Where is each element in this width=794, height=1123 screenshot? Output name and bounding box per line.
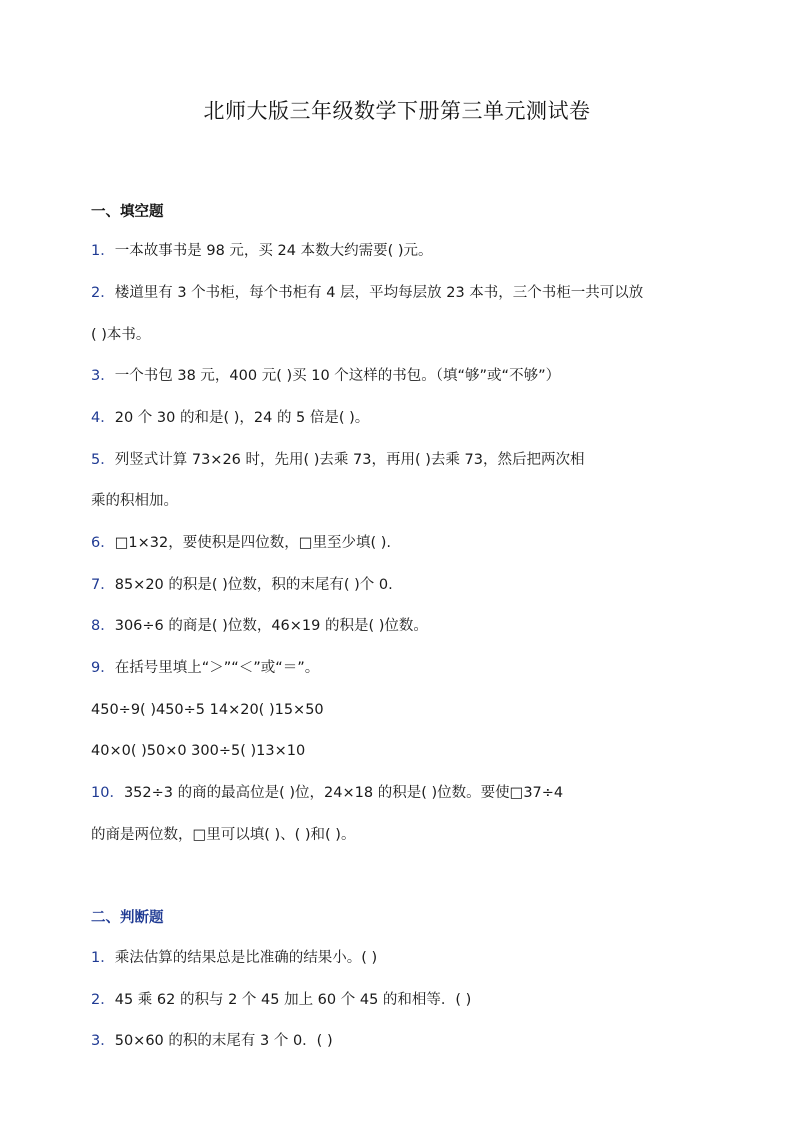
question-number: 1．: [91, 243, 115, 259]
section-heading-fill-blank: 一、填空题: [91, 204, 164, 220]
question-text: 85×20 的积是( )位数，积的末尾有( )个 0.: [114, 577, 393, 593]
question-line: [91, 948, 711, 968]
question-number: 2．: [91, 992, 115, 1008]
question-line: [91, 366, 711, 386]
question-number: 10．: [91, 785, 124, 801]
question-text: 乘的积相加。: [91, 493, 178, 509]
question-text: 50×60 的积的末尾有 3 个 0．( ): [114, 1033, 333, 1049]
question-text: □1×32，要使积是四位数，□里至少填( ).: [114, 535, 391, 551]
question-text: 352÷3 的商的最高位是( )位，24×18 的积是( )位数。要使□37÷4: [123, 785, 564, 801]
question-text: 45 乘 62 的积与 2 个 45 加上 60 个 45 的和相等．( ): [114, 992, 472, 1008]
question-line: [91, 1031, 711, 1051]
question-line: [91, 575, 711, 595]
section-heading-true-false: 二、判断题: [91, 910, 164, 926]
question-line: [91, 658, 711, 678]
question-number: 2．: [91, 285, 115, 301]
question-text: 40×0( )50×0 300÷5( )13×10: [91, 743, 306, 759]
question-text: 在括号里填上“＞”“＜”或“＝”。: [114, 660, 320, 676]
question-text: 一本故事书是 98 元，买 24 本数大约需要( )元。: [114, 243, 433, 259]
question-text: 一个书包 38 元，400 元( )买 10 个这样的书包。（填“够”或“不够”）: [114, 368, 561, 384]
page-title: 北师大版三年级数学下册第三单元测试卷: [203, 99, 591, 123]
question-text: 20 个 30 的和是( )，24 的 5 倍是( )。: [114, 410, 370, 426]
question-line: [91, 990, 711, 1010]
question-text: 列竖式计算 73×26 时，先用( )去乘 73，再用( )去乘 73，然后把两次相: [114, 452, 585, 468]
question-line: [91, 825, 711, 845]
question-number: 3．: [91, 368, 115, 384]
question-line: [91, 533, 711, 553]
question-line: [91, 325, 711, 345]
question-number: 7．: [91, 577, 115, 593]
question-number: 8．: [91, 618, 115, 634]
question-number: 3．: [91, 1033, 115, 1049]
question-text: 乘法估算的结果总是比准确的结果小。( ): [114, 950, 378, 966]
question-text: 306÷6 的商是( )位数，46×19 的积是( )位数。: [114, 618, 428, 634]
question-number: 9．: [91, 660, 115, 676]
question-line: [91, 491, 711, 511]
question-line: [91, 450, 711, 470]
question-number: 5．: [91, 452, 115, 468]
question-text: 楼道里有 3 个书柜，每个书柜有 4 层，平均每层放 23 本书，三个书柜一共可以放: [114, 285, 644, 301]
question-number: 4．: [91, 410, 115, 426]
question-number: 6．: [91, 535, 115, 551]
question-line: [91, 241, 711, 261]
question-text: 的商是两位数，□里可以填( )、( )和( )。: [91, 827, 356, 843]
question-line: [91, 741, 711, 761]
question-line: [91, 783, 711, 803]
question-text: ( )本书。: [91, 327, 151, 343]
question-number: 1．: [91, 950, 115, 966]
question-text: 450÷9( )450÷5 14×20( )15×50: [91, 702, 324, 718]
question-line: [91, 283, 711, 303]
question-line: [91, 408, 711, 428]
question-line: [91, 616, 711, 636]
question-line: [91, 700, 711, 720]
